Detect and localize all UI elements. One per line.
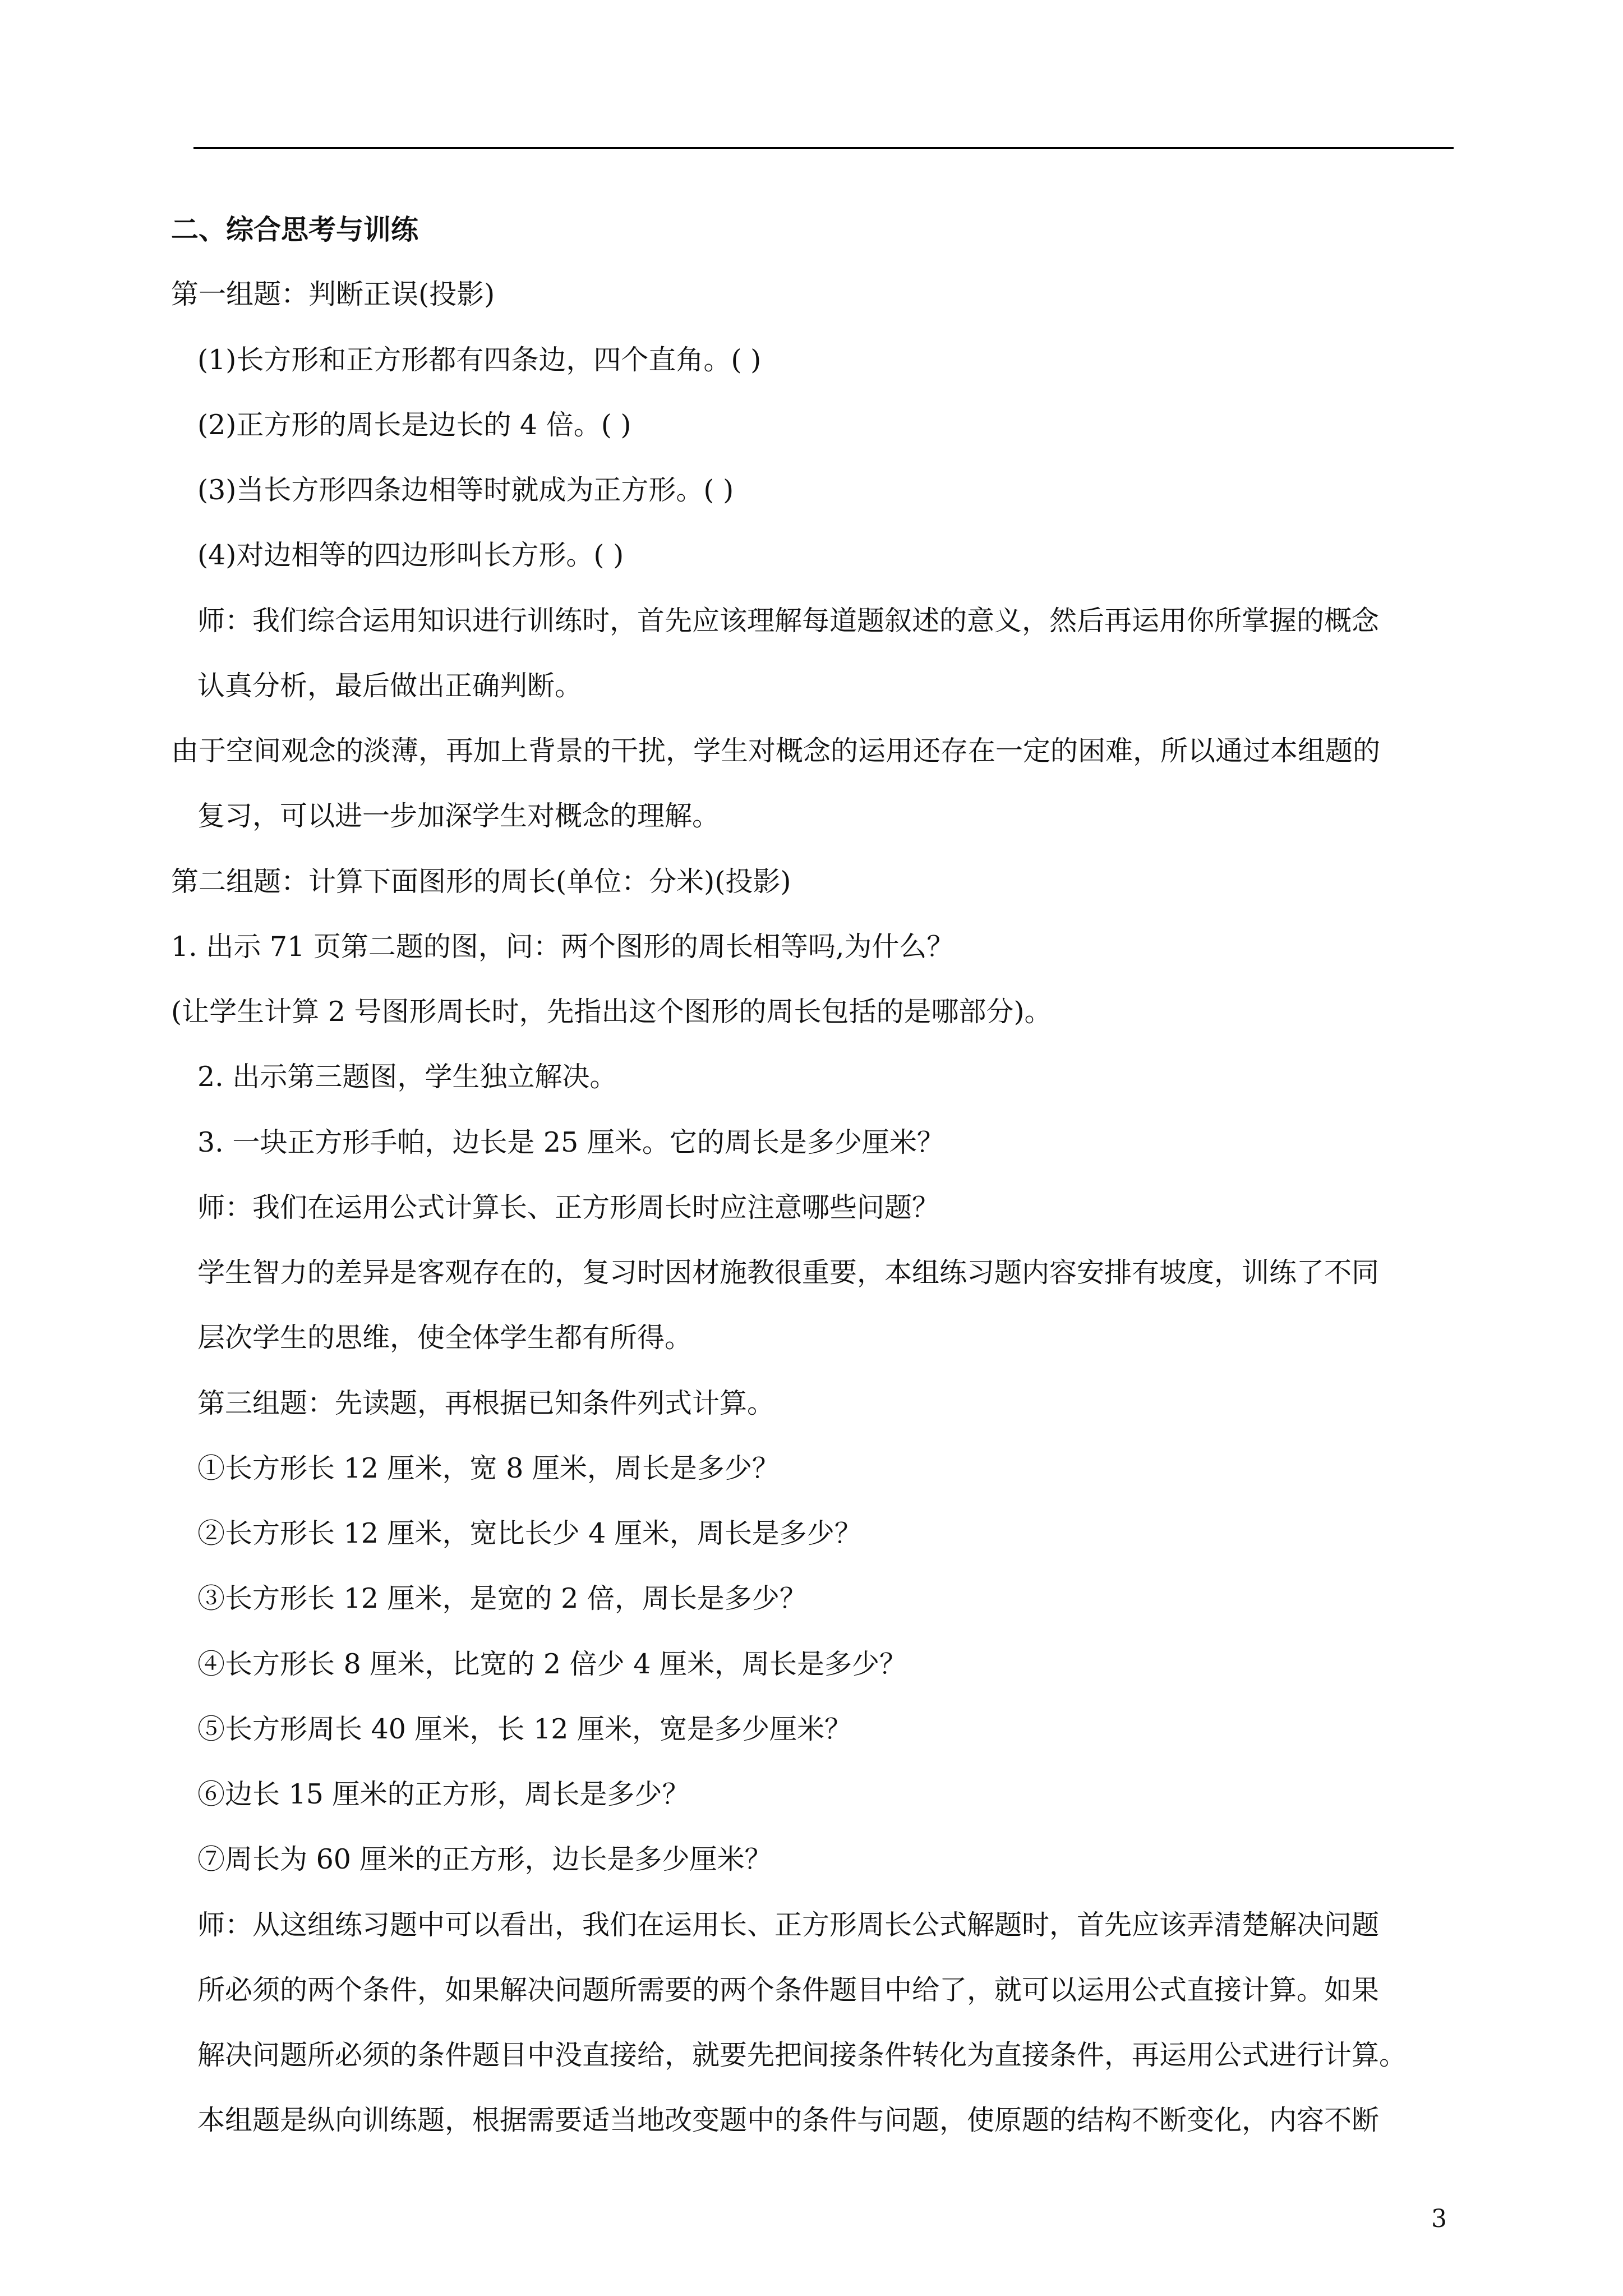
paragraph-line: 复习，可以进一步加深学生对概念的理解。 [197, 800, 720, 832]
paragraph-line: 学生智力的差异是客观存在的，复习时因材施教很重要，本组练习题内容安排有坡度，训练了不同 [197, 1257, 1380, 1289]
exercise-line: ③长方形长 12 厘米，是宽的 2 倍，周长是多少？ [197, 1582, 807, 1614]
group-2-title: 第二组题：计算下面图形的周长(单位：分米)(投影) [171, 866, 791, 898]
paragraph-line: 由于空间观念的淡薄，再加上背景的干扰，学生对概念的运用还存在一定的困难，所以通过本组题的 [171, 735, 1381, 767]
exercise-line: ⑦周长为 60 厘米的正方形，边长是多少厘米？ [197, 1843, 772, 1875]
section-heading: 二、综合思考与训练 [171, 213, 419, 246]
header-rule [193, 147, 1454, 149]
question-line: (1)长方形和正方形都有四条边，四个直角。( ) [197, 344, 762, 376]
exercise-line: 2. 出示第三题图，学生独立解决。 [197, 1061, 617, 1093]
teacher-line: 师：从这组练习题中可以看出，我们在运用长、正方形周长公式解题时，首先应该弄清楚解决问题 [197, 1909, 1380, 1941]
teacher-line: 师：我们综合运用知识进行训练时，首先应该理解每道题叙述的意义，然后再运用你所掌握的概念 [197, 605, 1380, 637]
paragraph-line: 层次学生的思维，使全体学生都有所得。 [197, 1322, 693, 1354]
exercise-line: ⑤长方形周长 40 厘米，长 12 厘米，宽是多少厘米？ [197, 1713, 852, 1745]
exercise-line: ①长方形长 12 厘米，宽 8 厘米，周长是多少？ [197, 1452, 780, 1484]
exercise-line: (让学生计算 2 号图形周长时，先指出这个图形的周长包括的是哪部分)。 [171, 996, 1052, 1028]
teacher-line: 师：我们在运用公式计算长、正方形周长时应注意哪些问题？ [197, 1191, 940, 1223]
teacher-line: 认真分析，最后做出正确判断。 [197, 670, 583, 702]
group-3-title: 第三组题：先读题，再根据已知条件列式计算。 [197, 1387, 775, 1419]
exercise-line: 1. 出示 71 页第二题的图，问：两个图形的周长相等吗,为什么？ [171, 931, 955, 963]
question-line: (2)正方形的周长是边长的 4 倍。( ) [197, 409, 631, 441]
exercise-line: 3. 一块正方形手帕，边长是 25 厘米。它的周长是多少厘米？ [197, 1126, 944, 1158]
paragraph-line: 本组题是纵向训练题，根据需要适当地改变题中的条件与问题，使原题的结构不断变化，内容不断 [197, 2104, 1380, 2136]
exercise-line: ⑥边长 15 厘米的正方形，周长是多少？ [197, 1778, 690, 1810]
question-line: (3)当长方形四条边相等时就成为正方形。( ) [197, 474, 734, 506]
exercise-line: ②长方形长 12 厘米，宽比长少 4 厘米，周长是多少？ [197, 1517, 862, 1549]
exercise-line: ④长方形长 8 厘米，比宽的 2 倍少 4 厘米，周长是多少？ [197, 1648, 907, 1680]
group-1-title: 第一组题：判断正误(投影) [171, 278, 495, 310]
teacher-line: 所必须的两个条件，如果解决问题所需要的两个条件题目中给了，就可以运用公式直接计算。如果 [197, 1974, 1380, 2006]
teacher-line: 解决问题所必须的条件题目中没直接给，就要先把间接条件转化为直接条件，再运用公式进行计算。 [197, 2039, 1407, 2071]
question-line: (4)对边相等的四边形叫长方形。( ) [197, 539, 624, 571]
page-number: 3 [1431, 2205, 1447, 2233]
